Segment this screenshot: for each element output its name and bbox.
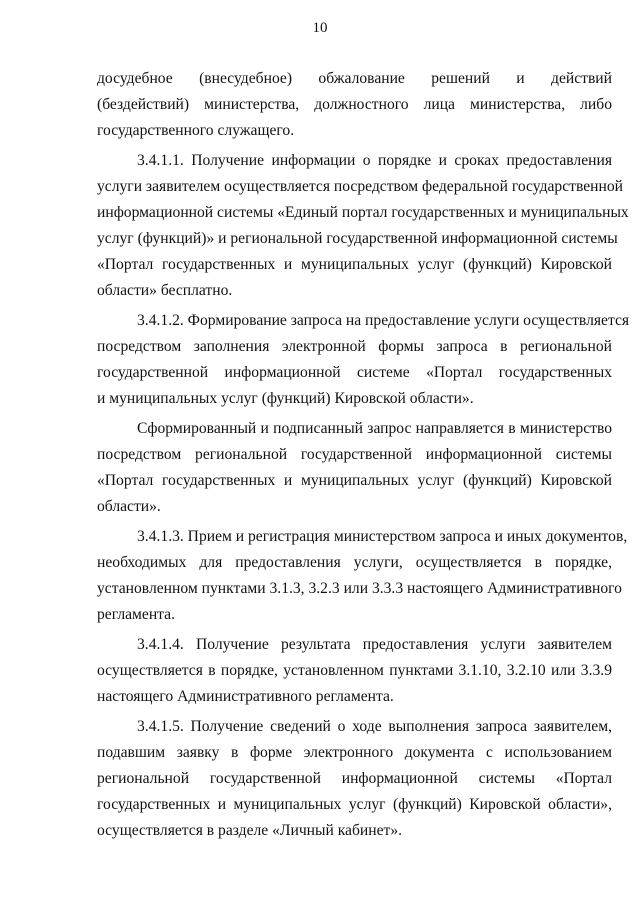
text-line: 3.4.1.3. Прием и регистрация министерством запроса и иных документов, — [137, 528, 628, 545]
text-line: 3.4.1.4. Получение результата предоставления услуги заявителем — [137, 636, 612, 653]
text-line: 3.4.1.5. Получение сведений о ходе выполнения запроса заявителем, — [137, 718, 612, 735]
paragraph — [97, 308, 630, 412]
text-line: посредством региональной государственной информационной системы — [97, 446, 612, 463]
text-line: настоящего Административного регламента. — [97, 688, 394, 705]
text-line: «Портал государственных и муниципальных услуг (функций) Кировской — [97, 256, 612, 273]
text-line: досудебное (внесудебное) обжалование решений и действий — [97, 70, 612, 87]
text-line: государственных и муниципальных услуг (функций) Кировской области», — [97, 796, 612, 813]
paragraph — [97, 714, 612, 844]
text-line: «Портал государственных и муниципальных услуг (функций) Кировской — [97, 472, 612, 489]
text-line: услуг (функций)» и региональной государственной информационной системы — [97, 230, 618, 247]
text-line: области» бесплатно. — [97, 282, 233, 299]
text-line: осуществляется в разделе «Личный кабинет». — [97, 822, 403, 839]
paragraph — [97, 416, 612, 520]
text-line: подавшим заявку в форме электронного документа с использованием — [97, 744, 612, 761]
text-line: необходимых для предоставления услуги, осуществляется в порядке, — [97, 554, 612, 571]
text-line: и муниципальных услуг (функций) Кировской области». — [97, 390, 474, 407]
page-number: 10 — [312, 20, 328, 36]
text-line: 3.4.1.1. Получение информации о порядке и сроках предоставления — [137, 152, 612, 169]
text-line: 3.4.1.2. Формирование запроса на предоставление услуги осуществляется — [137, 312, 630, 329]
text-line: регламента. — [97, 606, 175, 623]
paragraph — [97, 632, 612, 710]
paragraph — [97, 148, 629, 304]
paragraph — [97, 66, 612, 144]
text-line: (бездействий) министерства, должностного лица министерства, либо — [97, 96, 612, 113]
text-line: Сформированный и подписанный запрос направляется в министерство — [137, 420, 612, 437]
text-line: региональной государственной информационной системы «Портал — [97, 770, 612, 787]
text-line: информационной системы «Единый портал государственных и муниципальных — [97, 204, 629, 221]
text-line: государственной информационной системе «Портал государственных — [97, 364, 612, 381]
text-line: осуществляется в порядке, установленном пунктами 3.1.10, 3.2.10 или 3.3.9 — [97, 662, 612, 679]
text-line: государственного служащего. — [97, 122, 295, 139]
text-line: области». — [97, 498, 161, 515]
text-line: услуги заявителем осуществляется посредством федеральной государственной — [97, 178, 623, 195]
document-body — [97, 66, 630, 848]
text-line: установленном пунктами 3.1.3, 3.2.3 или 3.3.3 настоящего Административного — [97, 580, 622, 597]
paragraph — [97, 524, 628, 628]
text-line: посредством заполнения электронной формы запроса в региональной — [97, 338, 612, 355]
